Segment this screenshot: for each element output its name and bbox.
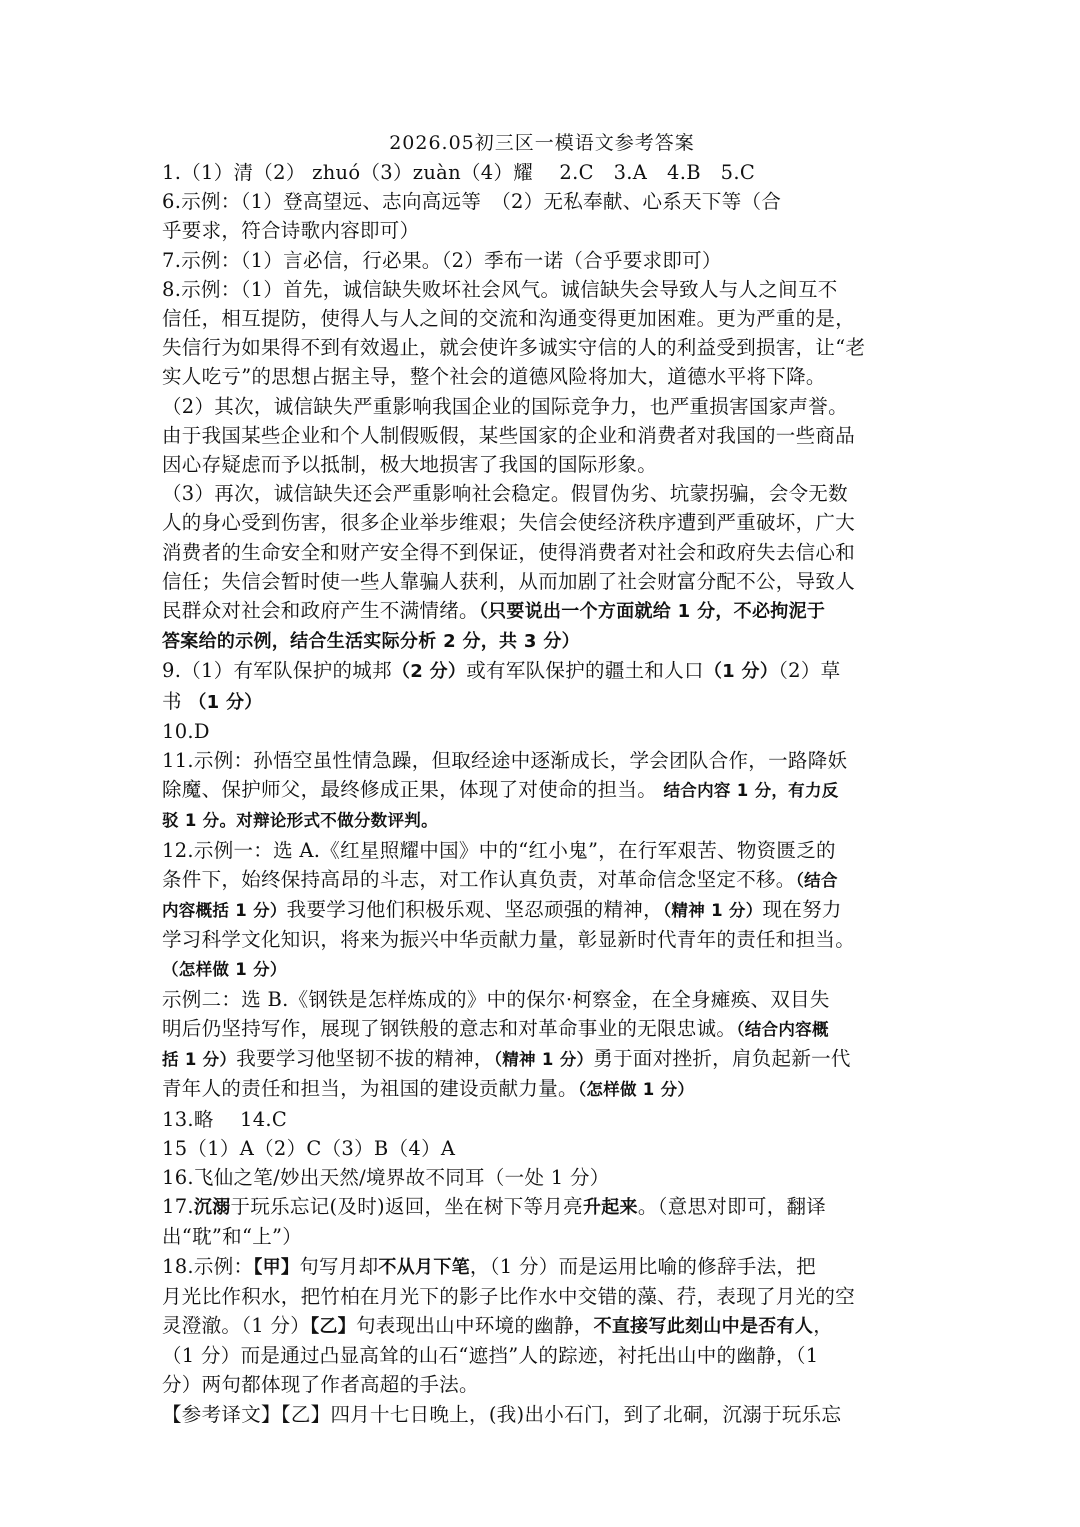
text-line: [162, 746, 922, 775]
text-line: [162, 479, 922, 508]
bold-text-run: （怎样做 1 分）: [577, 1080, 695, 1100]
text-run: 10.D: [162, 719, 210, 743]
text-line: [162, 421, 922, 450]
bold-text-run: 【甲】: [253, 1256, 300, 1278]
document-title: 2026.05初三区一模语文参考答案: [389, 132, 695, 154]
answer-body: [162, 158, 922, 1429]
text-line: [162, 925, 922, 954]
text-line: [162, 304, 922, 333]
text-line: [162, 775, 922, 805]
text-run: 或有军队保护的疆土和人口: [466, 659, 704, 683]
text-run: 。（意思对即可，翻译: [637, 1195, 827, 1219]
text-run: 信任，相互提防，使得人与人之间的交流和沟通变得更加困难。更为严重的是，: [162, 307, 856, 331]
bold-text-run: （1 分）: [188, 691, 263, 713]
bold-text-run: 不从月下笔: [378, 1256, 470, 1278]
bold-text-run: （结合内容概: [736, 1019, 829, 1039]
text-line: [162, 1134, 922, 1163]
text-run: 失信行为如果得不到有效遏止，就会使许多诚实守信的人的利益受到损害，让“老: [162, 336, 866, 360]
text-run: 16.飞仙之笔/妙出天然/境界故不同耳（一处 1 分）: [162, 1165, 610, 1189]
bold-text-run: （怎样做 1 分）: [162, 960, 287, 980]
text-run: 出“耽”和“上”）: [162, 1225, 303, 1249]
text-run: 示例二：选 B.《钢铁是怎样炼成的》中的保尔·柯察金，在全身瘫痪、双目失: [162, 987, 830, 1011]
text-run: 我要学习他们积极乐观、坚忍顽强的精神，: [286, 898, 663, 922]
text-run: 15（1）A（2）C（3）B（4）A: [162, 1136, 456, 1160]
text-run: 月光比作积水，把竹柏在月光下的影子比作水中交错的藻、荇，表现了月光的空: [162, 1284, 856, 1308]
text-run: （3）再次，诚信缺失还会严重影响社会稳定。假冒伪劣、坑蒙拐骗，会令无数: [162, 482, 848, 506]
text-run: ，（1 分）而是运用比喻的修辞手法，把: [469, 1254, 816, 1278]
text-run: 句表现出山中环境的幽静，: [355, 1313, 594, 1337]
text-line: [162, 1222, 922, 1251]
bold-text-run: 答案给的示例，结合生活实际分析 2 分，共 3 分）: [162, 631, 580, 653]
text-line: [162, 805, 922, 835]
bold-text-run: 结合内容 1 分，有力反: [663, 781, 839, 801]
text-run: 人的身心受到伤害，很多企业举步维艰；失信会使经济秩序遭到严重破坏，广大: [162, 511, 856, 535]
text-run: 青年人的责任和担当，为祖国的建设贡献力量。: [162, 1077, 578, 1101]
text-run: 由于我国某些企业和个人制假贩假，某些国家的企业和消费者对我国的一些商品: [162, 423, 856, 447]
text-run: （2）草: [778, 659, 841, 683]
bold-text-run: （2 分）: [391, 661, 467, 683]
bold-text-run: （精神 1 分）: [493, 1050, 594, 1070]
text-line: [162, 333, 922, 362]
text-line: [162, 1074, 922, 1104]
text-line: [162, 1341, 922, 1370]
text-line: [162, 895, 922, 925]
text-line: [162, 865, 922, 895]
text-line: [162, 656, 922, 686]
text-line: [162, 1014, 922, 1044]
bold-text-run: （1 分）: [703, 661, 779, 683]
text-line: [162, 275, 922, 304]
text-run: 乎要求，符合诗歌内容即可）: [162, 219, 420, 243]
text-run: ，: [813, 1313, 833, 1337]
text-run: 实人吃亏”的思想占据主导，整个社会的道德风险将加大，道德水平将下降。: [162, 365, 826, 389]
text-run: 1.（1）清（2） zhuó（3）zuàn（4）耀 2.C 3.A 4.B 5.C: [162, 161, 756, 184]
bold-text-run: 沉溺: [193, 1197, 231, 1219]
text-run: 灵澄澈。（1 分）: [162, 1313, 311, 1337]
text-line: [162, 362, 922, 391]
text-line: [162, 1163, 922, 1192]
text-line: [162, 717, 922, 746]
text-line: [162, 596, 922, 626]
text-run: 于玩乐忘记(及时)返回，坐在树下等月亮: [230, 1195, 583, 1219]
text-run: 学习科学文化知识，将来为振兴中华贡献力量，彰显新时代青年的责任和担当。: [162, 928, 856, 952]
text-run: 我要学习他坚韧不拔的精神，: [236, 1047, 494, 1071]
bold-text-run: 内容概括 1 分）: [162, 901, 287, 921]
text-run: 12.示例一：选 A.《红星照耀中国》中的“红小鬼”，在行军艰苦、物资匮乏的: [162, 838, 836, 862]
text-run: 9.（1）有军队保护的城邦: [162, 659, 392, 683]
text-line: [162, 954, 922, 984]
text-line: [162, 1311, 922, 1341]
text-run: 明后仍坚持写作，展现了钢铁般的意志和对革命事业的无限忠诚。: [162, 1016, 737, 1040]
text-run: 18.示例：: [162, 1254, 254, 1278]
text-line: [162, 1044, 922, 1074]
bold-text-run: 不直接写此刻山中是否有人: [593, 1315, 814, 1337]
text-line: [162, 836, 922, 865]
text-run: 【参考译文】【乙】四月十七日晚上，(我)出小石门，到了北硐，沉溺于玩乐忘: [162, 1402, 842, 1426]
text-line: [162, 1105, 922, 1134]
text-run: 勇于面对挫折，肩负起新一代: [593, 1047, 851, 1071]
bold-text-run: （只要说出一个方面就给 1 分，不必拘泥于: [478, 601, 826, 623]
bold-text-run: （精神 1 分）: [662, 901, 763, 921]
text-run: 信任；失信会暂时使一些人靠骗人获利，从而加剧了社会财富分配不公，导致人: [162, 569, 856, 593]
text-run: 现在努力: [762, 898, 842, 922]
text-line: [162, 985, 922, 1014]
text-run: 17.: [162, 1195, 194, 1219]
text-run: 消费者的生命安全和财产安全得不到保证，使得消费者对社会和政府失去信心和: [162, 540, 856, 564]
text-run: 13.略 14.C: [162, 1107, 288, 1131]
text-line: [162, 538, 922, 567]
text-line: [162, 1282, 922, 1311]
text-line: [162, 216, 922, 245]
text-run: 因心存疑虑而予以抵制，极大地损害了我国的国际形象。: [162, 453, 658, 477]
text-run: （1 分）而是通过凸显高耸的山石“遮挡”人的踪迹，衬托出山中的幽静，（1: [162, 1344, 819, 1368]
text-run: （2）其次，诚信缺失严重影响我国企业的国际竞争力，也严重损害国家声誉。: [162, 394, 848, 418]
text-run: 分）两句都体现了作者高超的手法。: [162, 1373, 479, 1397]
text-run: 6.示例：（1）登高望远、志向高远等 （2）无私奉献、心系天下等（合: [162, 190, 782, 214]
text-run: 11.示例：孙悟空虽性情急躁，但取经途中逐渐成长，学会团队合作，一路降妖: [162, 749, 848, 773]
text-line: [162, 246, 922, 275]
text-line: [162, 1252, 922, 1282]
text-line: [162, 1192, 922, 1222]
text-run: 句写月却: [299, 1254, 379, 1278]
text-run: 条件下，始终保持高昂的斗志，对工作认真负责，对革命信念坚定不移。: [162, 867, 796, 891]
text-run: 8.示例：（1）首先，诚信缺失败坏社会风气。诚信缺失会导致人与人之间互不: [162, 277, 838, 301]
text-line: [162, 626, 922, 656]
text-line: [162, 392, 922, 421]
text-run: 民群众对社会和政府产生不满情绪。: [162, 599, 479, 623]
answer-key-document: [162, 128, 922, 1429]
text-line: [162, 1400, 922, 1429]
text-line: [162, 187, 922, 216]
bold-text-run: 升起来: [582, 1197, 638, 1219]
text-line: [162, 687, 922, 717]
text-line: [162, 450, 922, 479]
text-line: [162, 158, 922, 187]
text-line: [162, 567, 922, 596]
text-run: 书: [162, 689, 189, 713]
text-line: [162, 508, 922, 537]
bold-text-run: 【乙】: [310, 1315, 356, 1337]
text-line: [162, 1370, 922, 1399]
text-run: 除魔、保护师父，最终修成正果，体现了对使命的担当。: [162, 778, 664, 802]
bold-text-run: （结合: [795, 870, 838, 890]
bold-text-run: 括 1 分）: [162, 1050, 237, 1070]
text-run: 7.示例：（1）言必信，行必果。（2）季布一诺（合乎要求即可）: [162, 248, 722, 272]
bold-text-run: 驳 1 分。对辩论形式不做分数评判。: [162, 811, 438, 831]
